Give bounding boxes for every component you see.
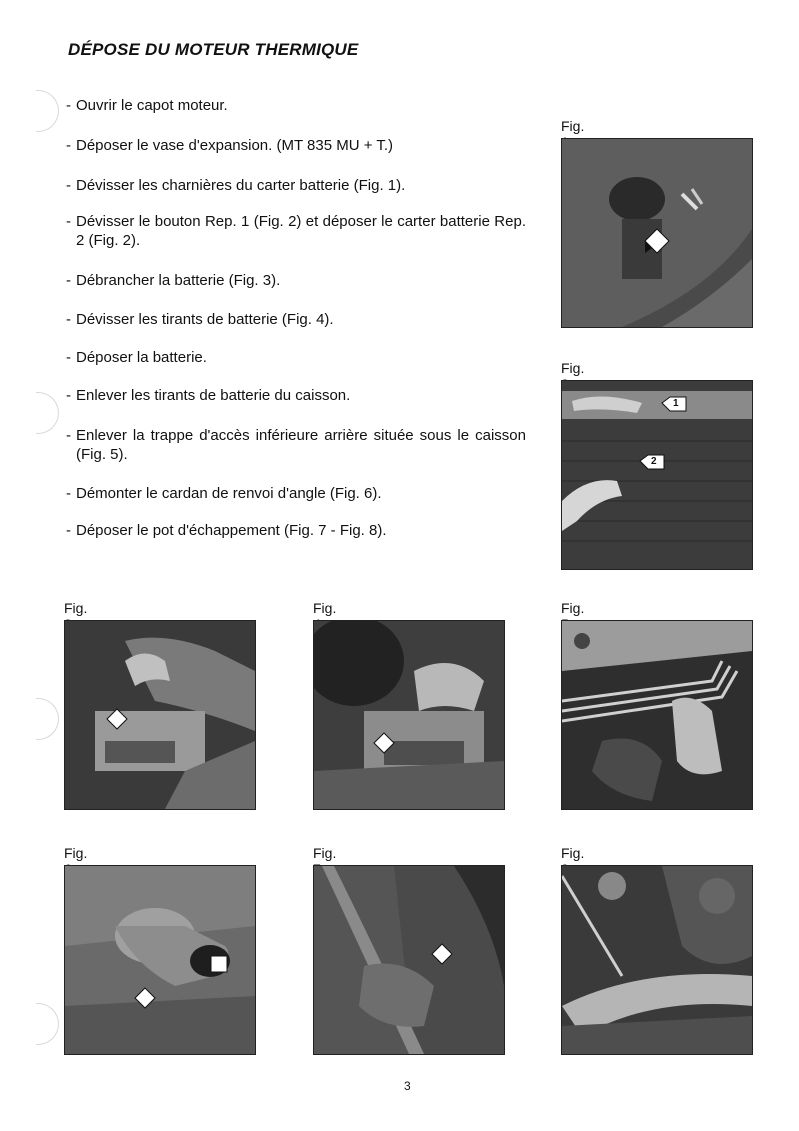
step-item: - Déposer le vase d'expansion. (MT 835 MU + T.) [66,137,394,154]
page-title: DÉPOSE DU MOTEUR THERMIQUE [68,40,359,59]
step-item: - Ouvrir le capot moteur. [66,97,228,114]
step-item: - Débrancher la batterie (Fig. 3). [66,272,281,289]
step-item: - Enlever la trappe d'accès inférieure arrière située sous le caisson (Fig. 5). [66,427,526,463]
step-item: - Dévisser les tirants de batterie (Fig. 4). [66,311,334,328]
page-number: 3 [404,1079,411,1093]
punch-hole-mark [36,698,59,740]
figure-label: Fig. [561,845,585,861]
step-item: - Enlever les tirants de batterie du caisson. [66,387,351,404]
punch-hole-mark [36,392,59,434]
figure-label: Fig. [313,845,337,861]
figure-5-photo [561,620,753,810]
step-item: - Dévisser le bouton Rep. 1 (Fig. 2) et déposer le carter batterie Rep. 2 (Fig. 2). [66,213,526,249]
figure-label: Fig. [561,360,585,376]
figure-4-photo [313,620,505,810]
step-item: - Déposer le pot d'échappement (Fig. 7 - Fig. 8). [66,522,387,539]
marker-rep-1: 1 [673,398,679,409]
figure-label: Fig. [64,600,88,616]
figure-label: Fig. [313,600,337,616]
figure-label: Fig. [561,600,585,616]
figure-label: Fig. [64,845,88,861]
marker-rep-2: 2 [651,456,657,467]
step-item: - Déposer la batterie. [66,349,207,366]
figure-6-photo [64,865,256,1055]
figure-2-photo [561,380,753,570]
figure-8-photo [561,865,753,1055]
step-item: - Démonter le cardan de renvoi d'angle (Fig. 6). [66,485,382,502]
figure-7-photo [313,865,505,1055]
figure-label: Fig. [561,118,585,134]
figure-1-photo [561,138,753,328]
step-item: - Dévisser les charnières du carter batterie (Fig. 1). [66,177,406,194]
figure-3-photo [64,620,256,810]
punch-hole-mark [36,90,59,132]
punch-hole-mark [36,1003,59,1045]
